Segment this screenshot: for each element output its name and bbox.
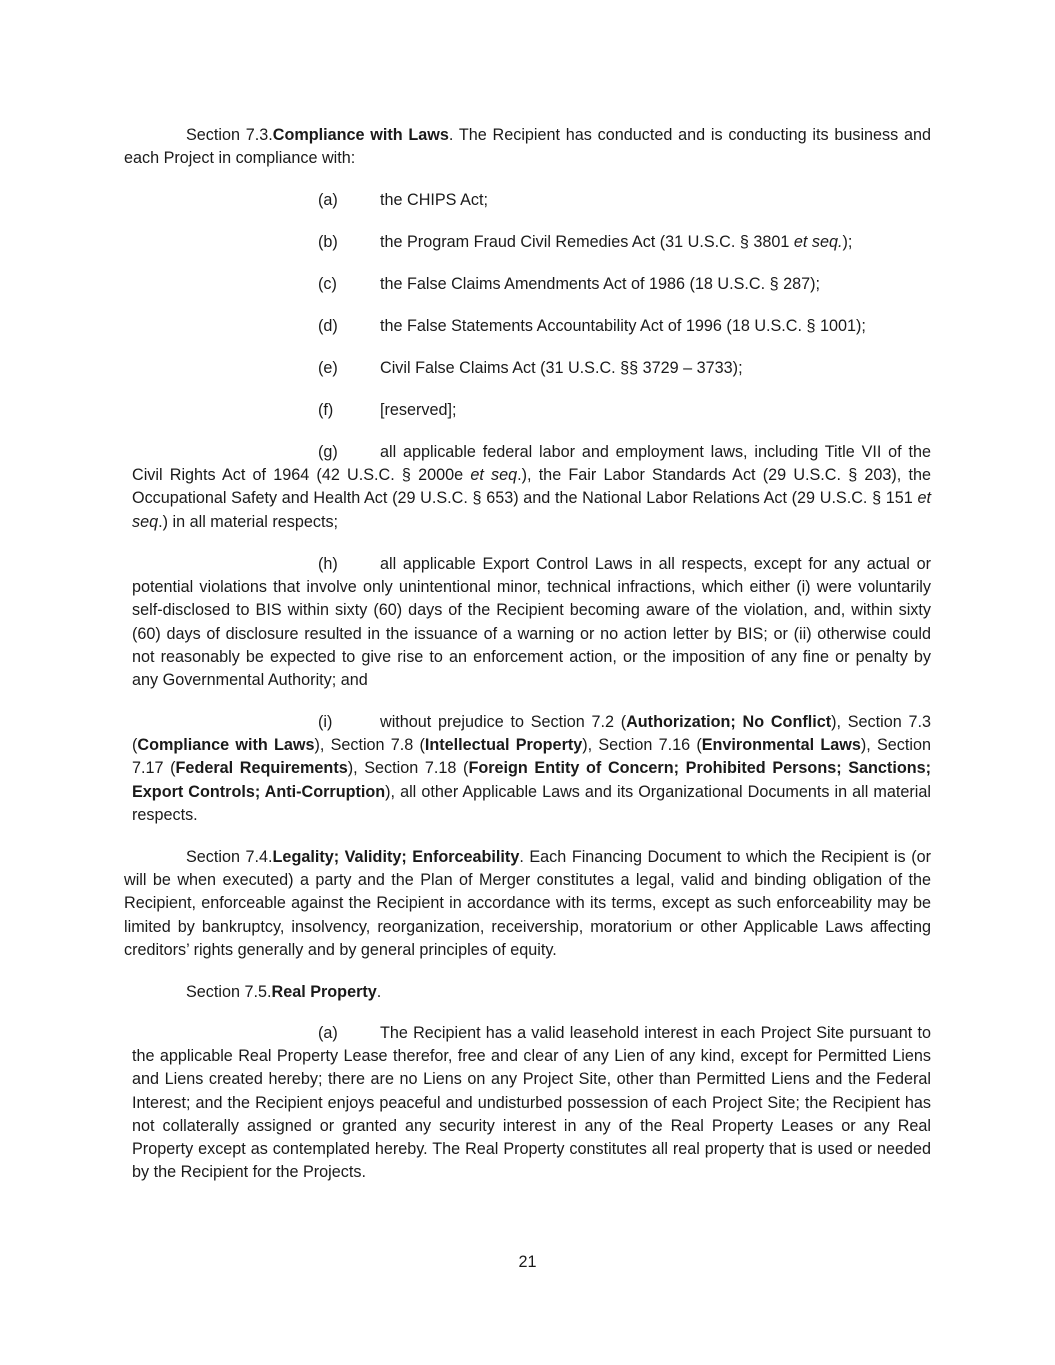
list-text: [reserved]; — [380, 401, 457, 419]
item-i-bold-1: Authorization; No Conflict — [626, 713, 832, 731]
section-7-3-label: Section 7.3. — [186, 126, 273, 144]
item-g-italic-2: et seq — [132, 489, 931, 531]
section-7-4-text: . Each Financing Document to which the Recipient is (or will be when executed) a party and the Plan of Merger constitutes a legal, valid and binding obligation of the Recipient, enforceable against the Recipient in accordance with its terms, except as such enforceability may be limited by bankruptcy, insolvency, reorganization, receivership, moratorium or other Applicable Laws affecting creditors’ rights generally and by general principles of equity. — [124, 848, 931, 959]
section-7-5-item-a-text: The Recipient has a valid leasehold interest in each Project Site pursuant to the applicable Real Property Lease therefor, free and clear of any Lien of any kind, except for Permitted Liens and Liens created hereby; there are no Liens on any Project Site, other than Permitted Liens and the Federal Interest; and the Recipient enjoys peaceful and undisturbed possession of each Project Site; the Recipient has not collaterally assigned or granted any security interest in any of the Real Property Leases or any Real Property except as contemplated hereby. The Real Property constitutes all real property that is used or needed by the Recipient for the Projects. — [132, 1024, 931, 1182]
section-7-5-paragraph — [124, 981, 931, 1004]
section-7-3-paragraph — [124, 124, 931, 170]
list-item-b — [318, 231, 852, 254]
list-label: (a) — [318, 191, 338, 209]
list-label: (d) — [318, 317, 338, 335]
item-i-bold-3: Intellectual Property — [424, 736, 583, 755]
item-i-text-6: ), Section 7.18 ( — [347, 759, 469, 778]
page-number: 21 — [518, 1253, 537, 1271]
item-i-text-4: ), Section 7.16 ( — [582, 736, 702, 755]
item-h-text: all applicable Export Control Laws in all respects, except for any actual or potential violations that involve only unintentional minor, technical infractions, which either (i) were voluntarily self-disclosed to BIS within sixty (60) days of the Recipient becoming aware of the violation, and, within sixty (60) days of disclosure resulted in the issuance of a warning or no action letter by BIS; or (ii) otherwise could not reasonably be expected to give rise to an enforcement action, or the imposition of any fine or penalty by any Governmental Authority; and — [132, 555, 931, 690]
section-7-5-heading: Real Property — [271, 983, 377, 1001]
section-7-3-heading: Compliance with Laws — [272, 126, 449, 144]
section-7-4-label: Section 7.4. — [186, 848, 273, 866]
item-i-text-7: ), all other Applicable Laws and its Organizational Documents in all material respects. — [132, 782, 931, 824]
list-item-f — [318, 399, 456, 422]
list-text-italic: et seq. — [793, 233, 843, 251]
list-item-d — [318, 315, 866, 338]
section-7-4-heading: Legality; Validity; Enforceability — [272, 848, 520, 866]
item-g-text-2: .), the Fair Labor Standards Act (29 U.S.C. § 203), the Occupational Safety and Health Act (29 U.S.C. § 653) and the National Labor Relations Act (29 U.S.C. § 151 — [132, 466, 931, 508]
list-item-a — [318, 189, 488, 212]
list-item-c — [318, 273, 820, 296]
list-text: Civil False Claims Act (31 U.S.C. §§ 3729 – 3733); — [380, 359, 743, 377]
list-label: (g) — [318, 443, 338, 461]
section-7-3-text: . The Recipient has conducted and is conducting its business and each Project in compliance with: — [124, 126, 931, 168]
item-i-text-5: ), Section 7.17 ( — [132, 736, 931, 778]
item-i-text-3: ), Section 7.8 ( — [314, 736, 425, 755]
list-text: the False Claims Amendments Act of 1986 (18 U.S.C. § 287); — [380, 275, 820, 293]
list-text: the Program Fraud Civil Remedies Act (31 U.S.C. § 3801 — [380, 233, 794, 251]
list-item-i — [132, 711, 931, 827]
list-item-g — [132, 441, 931, 534]
list-label: (i) — [318, 713, 333, 731]
list-item-h — [132, 553, 931, 692]
item-i-text-2: ), Section 7.3 ( — [132, 713, 931, 755]
list-label: (e) — [318, 359, 338, 377]
item-i-bold-6: Foreign Entity of Concern; Prohibited Persons; Sanctions; Export Controls; Anti-Corruption — [132, 759, 931, 801]
section-7-4-paragraph — [124, 846, 931, 962]
item-i-text-1: without prejudice to Section 7.2 ( — [380, 713, 627, 731]
item-g-text-1: all applicable federal labor and employment laws, including Title VII of the Civil Rights Act of 1964 (42 U.S.C. § 2000e — [132, 443, 931, 485]
section-7-5-text: . — [376, 983, 382, 1001]
list-text: the False Statements Accountability Act of 1996 (18 U.S.C. § 1001); — [380, 317, 866, 335]
section-7-5-item-a — [132, 1022, 931, 1184]
list-label: (c) — [318, 275, 337, 293]
list-item-e — [318, 357, 743, 380]
list-text: the CHIPS Act; — [380, 191, 488, 209]
list-label: (a) — [318, 1024, 338, 1042]
list-text-end: ); — [842, 233, 853, 251]
item-i-bold-2: Compliance with Laws — [137, 736, 315, 755]
section-7-5-label: Section 7.5. — [186, 983, 272, 1001]
list-label: (b) — [318, 233, 338, 251]
item-g-text-3: .) in all material respects; — [158, 512, 339, 531]
list-label: (f) — [318, 401, 334, 419]
item-i-bold-4: Environmental Laws — [701, 736, 861, 755]
list-label: (h) — [318, 555, 338, 573]
item-g-italic-1: et seq — [470, 466, 518, 485]
item-i-bold-5: Federal Requirements — [175, 759, 348, 778]
